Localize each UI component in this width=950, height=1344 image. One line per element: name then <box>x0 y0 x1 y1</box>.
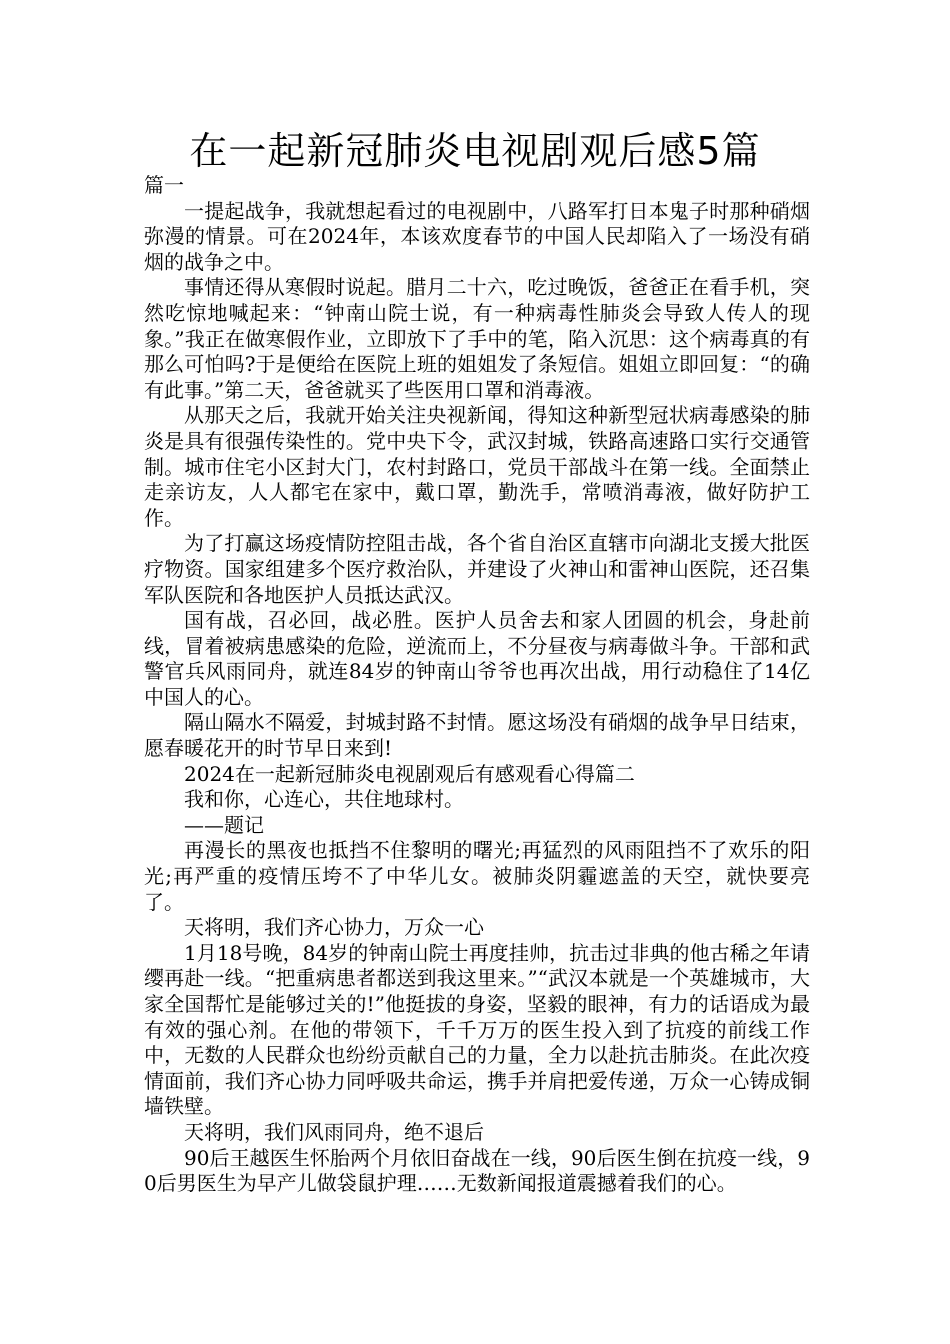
paragraph: 90后王越医生怀胎两个月依旧奋战在一线，90后医生倒在抗疫一线，90后男医生为早产儿做袋鼠护理……无数新闻报道震撼着我们的心。 <box>144 1145 810 1196</box>
subheading: 天将明，我们齐心协力，万众一心 <box>184 915 484 940</box>
section-label: 篇一 <box>144 173 184 197</box>
document-body <box>144 173 810 1197</box>
epigraph: 我和你，心连心，共住地球村。 <box>184 787 464 812</box>
paragraph: 国有战，召必回，战必胜。医护人员舍去和家人团圆的机会，身赴前线，冒着被病患感染的危险，逆流而上，不分昼夜与病毒做斗争。干部和武警官兵风雨同舟，就连84岁的钟南山爷爷也再次出战，用行动稳住了14亿中国人的心。 <box>144 608 810 709</box>
paragraph: 为了打赢这场疫情防控阻击战，各个省自治区直辖市向湖北支援大批医疗物资。国家组建多个医疗救治队，并建设了火神山和雷神山医院，还召集军队医院和各地医护人员抵达武汉。 <box>144 531 810 607</box>
paragraph: 再漫长的黑夜也抵挡不住黎明的曙光;再猛烈的风雨阻挡不了欢乐的阳光;再严重的疫情压垮不了中华儿女。被肺炎阴霾遮盖的天空，就快要亮了。 <box>144 838 810 914</box>
epigraph-attribution: ——题记 <box>184 812 264 837</box>
paragraph: 隔山隔水不隔爱，封城封路不封情。愿这场没有硝烟的战争早日结束，愿春暖花开的时节早日来到! <box>144 710 810 761</box>
paragraph: 1月18号晚，84岁的钟南山院士再度挂帅，抗击过非典的他古稀之年请缨再赴一线。“把重病患者都送到我这里来。”“武汉本就是一个英雄城市，大家全国帮忙是能够过关的!”他挺拔的身姿，坚毅的眼神，有力的话语成为最有效的强心剂。在他的带领下，千千万万的医生投入到了抗疫的前线工作中，无数的人民群众也纷纷贡献自己的力量，全力以赴抗击肺炎。在此次疫情面前，我们齐心协力同呼吸共命运，携手并肩把爱传递，万众一心铸成铜墙铁壁。 <box>144 940 810 1119</box>
paragraph: 一提起战争，我就想起看过的电视剧中，八路军打日本鬼子时那种硝烟弥漫的情景。可在2024年，本该欢度春节的中国人民却陷入了一场没有硝烟的战争之中。 <box>144 198 810 274</box>
subheading: 天将明，我们风雨同舟，绝不退后 <box>184 1119 484 1144</box>
document-title: 在一起新冠肺炎电视剧观后感5篇 <box>189 129 761 173</box>
paragraph: 事情还得从寒假时说起。腊月二十六，吃过晚饭，爸爸正在看手机，突然吃惊地喊起来：“钟南山院士说，有一种病毒性肺炎会导致人传人的现象。”我正在做寒假作业，立即放下了手中的笔，陷入沉思：这个病毒真的有那么可怕吗?于是便给在医院上班的姐姐发了条短信。姐姐立即回复：“的确有此事。”第二天，爸爸就买了些医用口罩和消毒液。 <box>144 275 810 402</box>
paragraph: 从那天之后，我就开始关注央视新闻，得知这种新型冠状病毒感染的肺炎是具有很强传染性的。党中央下令，武汉封城，铁路高速路口实行交通管制。城市住宅小区封大门，农村封路口，党员干部战斗在第一线。全面禁止走亲访友，人人都宅在家中，戴口罩，勤洗手，常喷消毒液，做好防护工作。 <box>144 403 810 530</box>
section-heading: 2024在一起新冠肺炎电视剧观后有感观看心得篇二 <box>184 761 635 786</box>
